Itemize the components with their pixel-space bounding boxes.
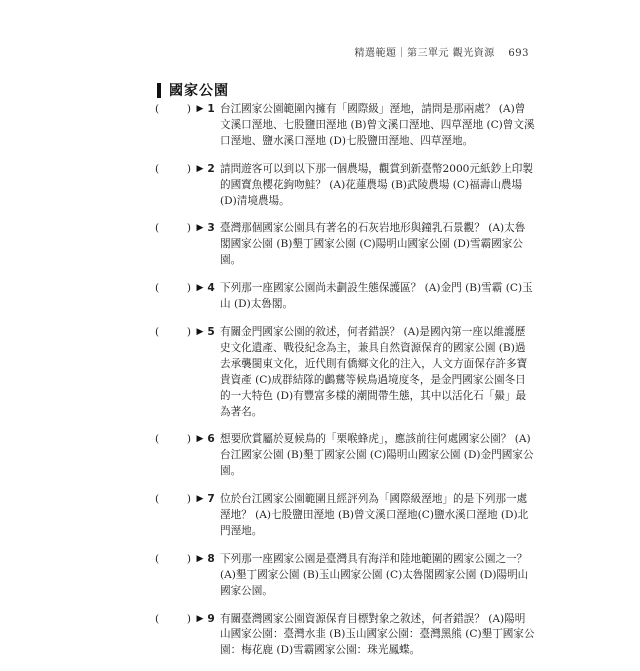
answer-blank <box>155 102 195 150</box>
answer-paren-close: ) <box>186 222 191 235</box>
question-number: 8 <box>207 552 215 565</box>
question-text: 台江國家公園範圍內擁有「國際級」溼地，請問是那兩處？ (A)曾文溪口溼地、七股鹽田溼地 (B)曾文溪口溼地、四草溼地 (C)曾文溪口溼地、鹽水溪口溼地 (D)七股鹽田溼地、四草溼地。 <box>220 103 535 147</box>
question-item <box>155 281 535 313</box>
section-marker-bar <box>157 83 161 98</box>
answer-paren-open: ( <box>155 282 160 295</box>
section-title: 國家公園 <box>169 83 229 99</box>
question-text: 想要欣賞屬於夏候鳥的「栗喉蜂虎」，應該前往何處國家公園？ (A)台江國家公園 (B)墾丁國家公園 (C)陽明山國家公園 (D)金門國家公園。 <box>220 433 534 478</box>
triangle-marker-icon: ▶ <box>196 326 204 337</box>
question-text: 位於台江國家公園範圍且經評列為「國際級溼地」的是下列那一處溼地？ (A)七股鹽田溼地 (B)曾文溪口溼地(C)鹽水溪口溼地 (D)北門溼地。 <box>220 493 529 537</box>
answer-paren-open: ( <box>155 433 160 446</box>
running-header <box>355 44 529 59</box>
answer-paren-close: ) <box>186 162 191 175</box>
answer-paren-close: ) <box>186 325 191 338</box>
question-item <box>155 492 535 540</box>
question-item <box>155 162 535 210</box>
answer-paren-open: ( <box>155 222 160 235</box>
question-number: 3 <box>207 222 215 235</box>
answer-paren-open: ( <box>155 493 160 506</box>
answer-blank <box>155 162 195 210</box>
triangle-marker-icon: ▶ <box>196 104 204 114</box>
question-list <box>155 102 535 671</box>
triangle-marker-icon: ▶ <box>196 553 204 564</box>
answer-paren-close: ) <box>186 103 191 115</box>
question-item <box>155 325 535 420</box>
triangle-marker-icon: ▶ <box>196 613 204 624</box>
question-number: 2 <box>207 162 215 175</box>
question-number: 4 <box>207 282 215 295</box>
triangle-marker-icon: ▶ <box>196 223 204 234</box>
answer-blank <box>155 221 195 269</box>
question-item <box>155 612 535 660</box>
answer-paren-open: ( <box>155 325 160 338</box>
question-text: 臺灣那個國家公園具有著名的石灰岩地形與鐘乳石景觀？ (A)太魯閣國家公園 (B)墾丁國家公園 (C)陽明山國家公園 (D)雪霸國家公園。 <box>220 222 526 267</box>
page-number: 693 <box>508 48 529 59</box>
answer-blank <box>155 325 195 420</box>
triangle-marker-icon: ▶ <box>196 163 204 174</box>
answer-paren-close: ) <box>186 282 191 295</box>
triangle-marker-icon: ▶ <box>196 494 204 505</box>
answer-blank <box>155 612 195 660</box>
answer-paren-close: ) <box>186 433 191 446</box>
answer-blank <box>155 492 195 540</box>
question-number: 1 <box>207 103 215 115</box>
answer-paren-close: ) <box>186 552 191 565</box>
triangle-marker-icon: ▶ <box>196 283 204 294</box>
section-heading <box>157 80 229 100</box>
question-item <box>155 552 535 600</box>
answer-paren-open: ( <box>155 552 160 565</box>
answer-paren-close: ) <box>186 612 191 625</box>
question-item <box>155 102 535 150</box>
answer-blank <box>155 552 195 600</box>
running-title: 精選範題｜第三單元 觀光資源 <box>354 48 495 59</box>
answer-paren-open: ( <box>155 612 160 625</box>
question-number: 5 <box>207 325 215 338</box>
question-text: 有關臺灣國家公園資源保育目標對象之敘述，何者錯誤？ (A)陽明山國家公園：臺灣水韭 (B)玉山國家公園：臺灣黑熊 (C)墾丁國家公園：梅花鹿 (D)雪霸國家公園：珠光鳳蝶。 <box>220 612 535 657</box>
question-text: 下列那一座國家公園尚未劃設生態保護區？ (A)金門 (B)雪霸 (C)玉山 (D)太魯閣。 <box>220 282 533 311</box>
question-item <box>155 432 535 480</box>
answer-blank <box>155 281 195 313</box>
question-number: 9 <box>207 612 215 625</box>
answer-paren-open: ( <box>155 103 160 115</box>
question-item <box>155 221 535 269</box>
question-number: 7 <box>207 493 215 506</box>
answer-paren-close: ) <box>186 493 191 506</box>
question-text: 請問遊客可以到以下那一個農場，觀賞到新臺幣2000元紙鈔上印製的國寶魚櫻花鉤吻鮭？ (A)花蓮農場 (B)武陵農場 (C)福壽山農場 (D)清境農場。 <box>220 162 533 207</box>
question-number: 6 <box>207 433 215 446</box>
triangle-marker-icon: ▶ <box>196 434 204 445</box>
answer-blank <box>155 432 195 480</box>
answer-paren-open: ( <box>155 162 160 175</box>
question-text: 有關金門國家公園的敘述，何者錯誤？ (A)是國內第一座以維護歷史文化遺產、戰役紀念為主，兼具自然資源保育的國家公園 (B)過去承襲閩東文化，近代則有僑鄉文化的注入，人文方面保存許多寶貴資產 (C)成群結隊的鸕鶿等候鳥過境度冬，是金門國家公園冬日的一大特色 (D)有豐富多樣的潮間帶生態，其中以活化石「鱟」最為著名。 <box>220 325 528 418</box>
question-text: 下列那一座國家公園是臺灣具有海洋和陸地範圍的國家公園之一？ (A)墾丁國家公園 (B)玉山國家公園 (C)太魯閣國家公園 (D)陽明山國家公園。 <box>220 552 529 597</box>
